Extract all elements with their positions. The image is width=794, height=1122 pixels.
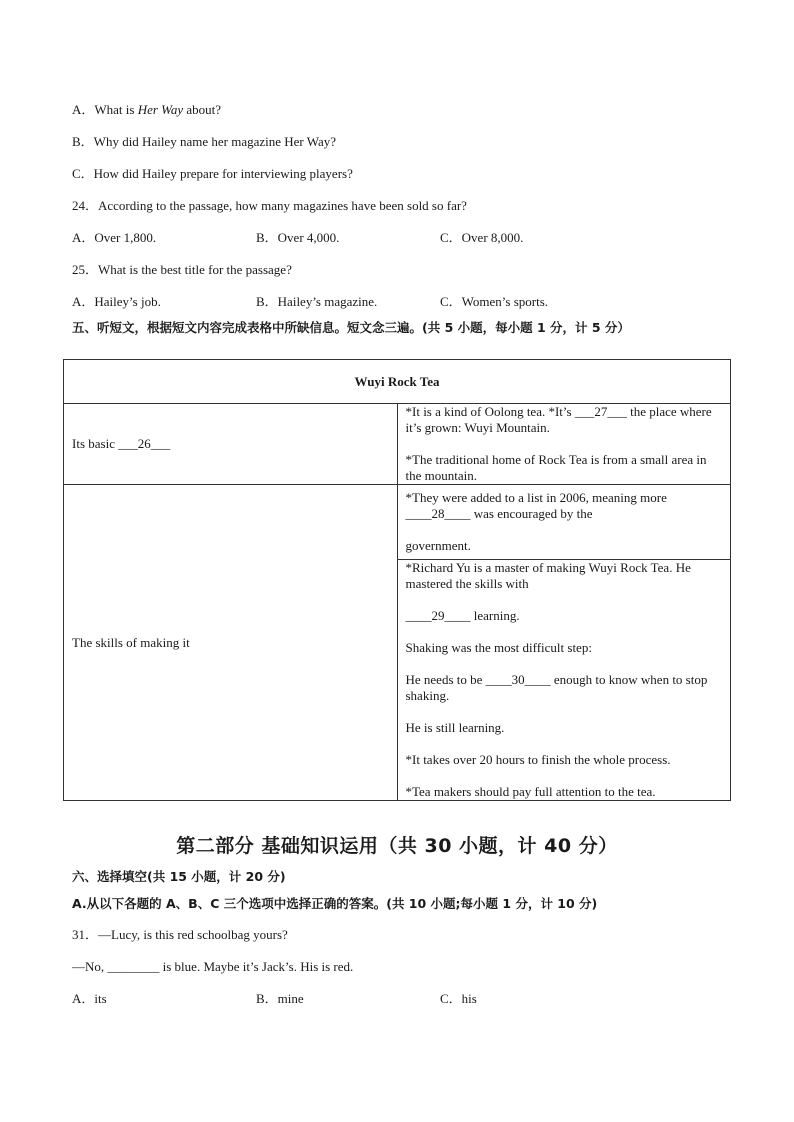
blank-26: ___26___ [118,436,171,451]
table-line: *The traditional home of Rock Tea is from a small area in the mountain. [405,452,707,483]
q31-reply: —No, ________ is blue. Maybe it’s Jack’s. His is red. [72,959,354,974]
blank-30: ____30____ [485,672,551,687]
table-line: *It takes over 20 hours to finish the whole process. [405,752,671,767]
table-line: government. [405,538,471,553]
section6-sub-a: A.从以下各题的 A、B、C 三个选项中选择正确的答案。(共 10 小题;每小题 1 分，计 10 分) [72,896,598,911]
table-row-skills-content-a [397,485,731,560]
table-row-basic-label: Its basic ___26___ [64,404,398,485]
section6-heading: 六、选择填空(共 15 小题，计 20 分) [72,869,286,884]
q25-option-a: A．Hailey’s job. [72,294,161,309]
table-line: *Tea makers should pay full attention to the tea. [405,784,656,799]
table-row-skills-content-b [397,560,731,801]
magazine-title: Her Way [137,102,184,117]
q24-option-a: A．Over 1,800. [72,230,157,245]
q24-option-b: B．Over 4,000. [256,230,340,245]
table-row-basic-content [397,404,731,485]
blank-28: ____28____ [405,506,471,521]
blank-27: ___27___ [574,404,627,419]
wuyi-rock-tea-table [63,359,731,801]
section5-heading: 五、听短文，根据短文内容完成表格中所缺信息。短文念三遍。(共 5 小题，每小题 1 分，计 5 分） [72,320,630,335]
table-line: *Richard Yu is a master of making Wuyi Rock Tea. He mastered the skills with [405,560,691,591]
part2-title: 第二部分 基础知识运用（共 30 小题，计 40 分） [176,835,618,857]
q23-option-a: A．What is Her Way about? [72,102,221,117]
q24-option-c: C．Over 8,000. [440,230,524,245]
table-line: He needs to be ____30____ enough to know when to stop shaking. [405,672,708,703]
table-line: ____29____ learning. [405,608,520,623]
q23-option-b: B．Why did Hailey name her magazine Her Way? [72,134,337,149]
table-title: Wuyi Rock Tea [64,360,731,404]
q24-question: 24．According to the passage, how many magazines have been sold so far? [72,198,467,213]
table-line: Shaking was the most difficult step: [405,640,592,655]
table-row-skills-label: The skills of making it [64,485,398,801]
q31-option-a: A．its [72,991,107,1006]
q31-option-c: C．his [440,991,477,1006]
blank-29: ____29____ [405,608,471,623]
q23-option-c: C．How did Hailey prepare for interviewing players? [72,166,353,181]
q25-option-b: B．Hailey’s magazine. [256,294,378,309]
q25-question: 25．What is the best title for the passage? [72,262,292,277]
q25-option-c: C．Women’s sports. [440,294,549,309]
table-line: *They were added to a list in 2006, meaning more ____28____ was encouraged by the [405,490,667,521]
q31-question: 31．—Lucy, is this red schoolbag yours? [72,927,288,942]
table-line: *It is a kind of Oolong tea. *It’s ___27___ the place where it’s grown: Wuyi Mountain. [405,404,712,435]
table-line: He is still learning. [405,720,505,735]
q31-option-b: B．mine [256,991,304,1006]
